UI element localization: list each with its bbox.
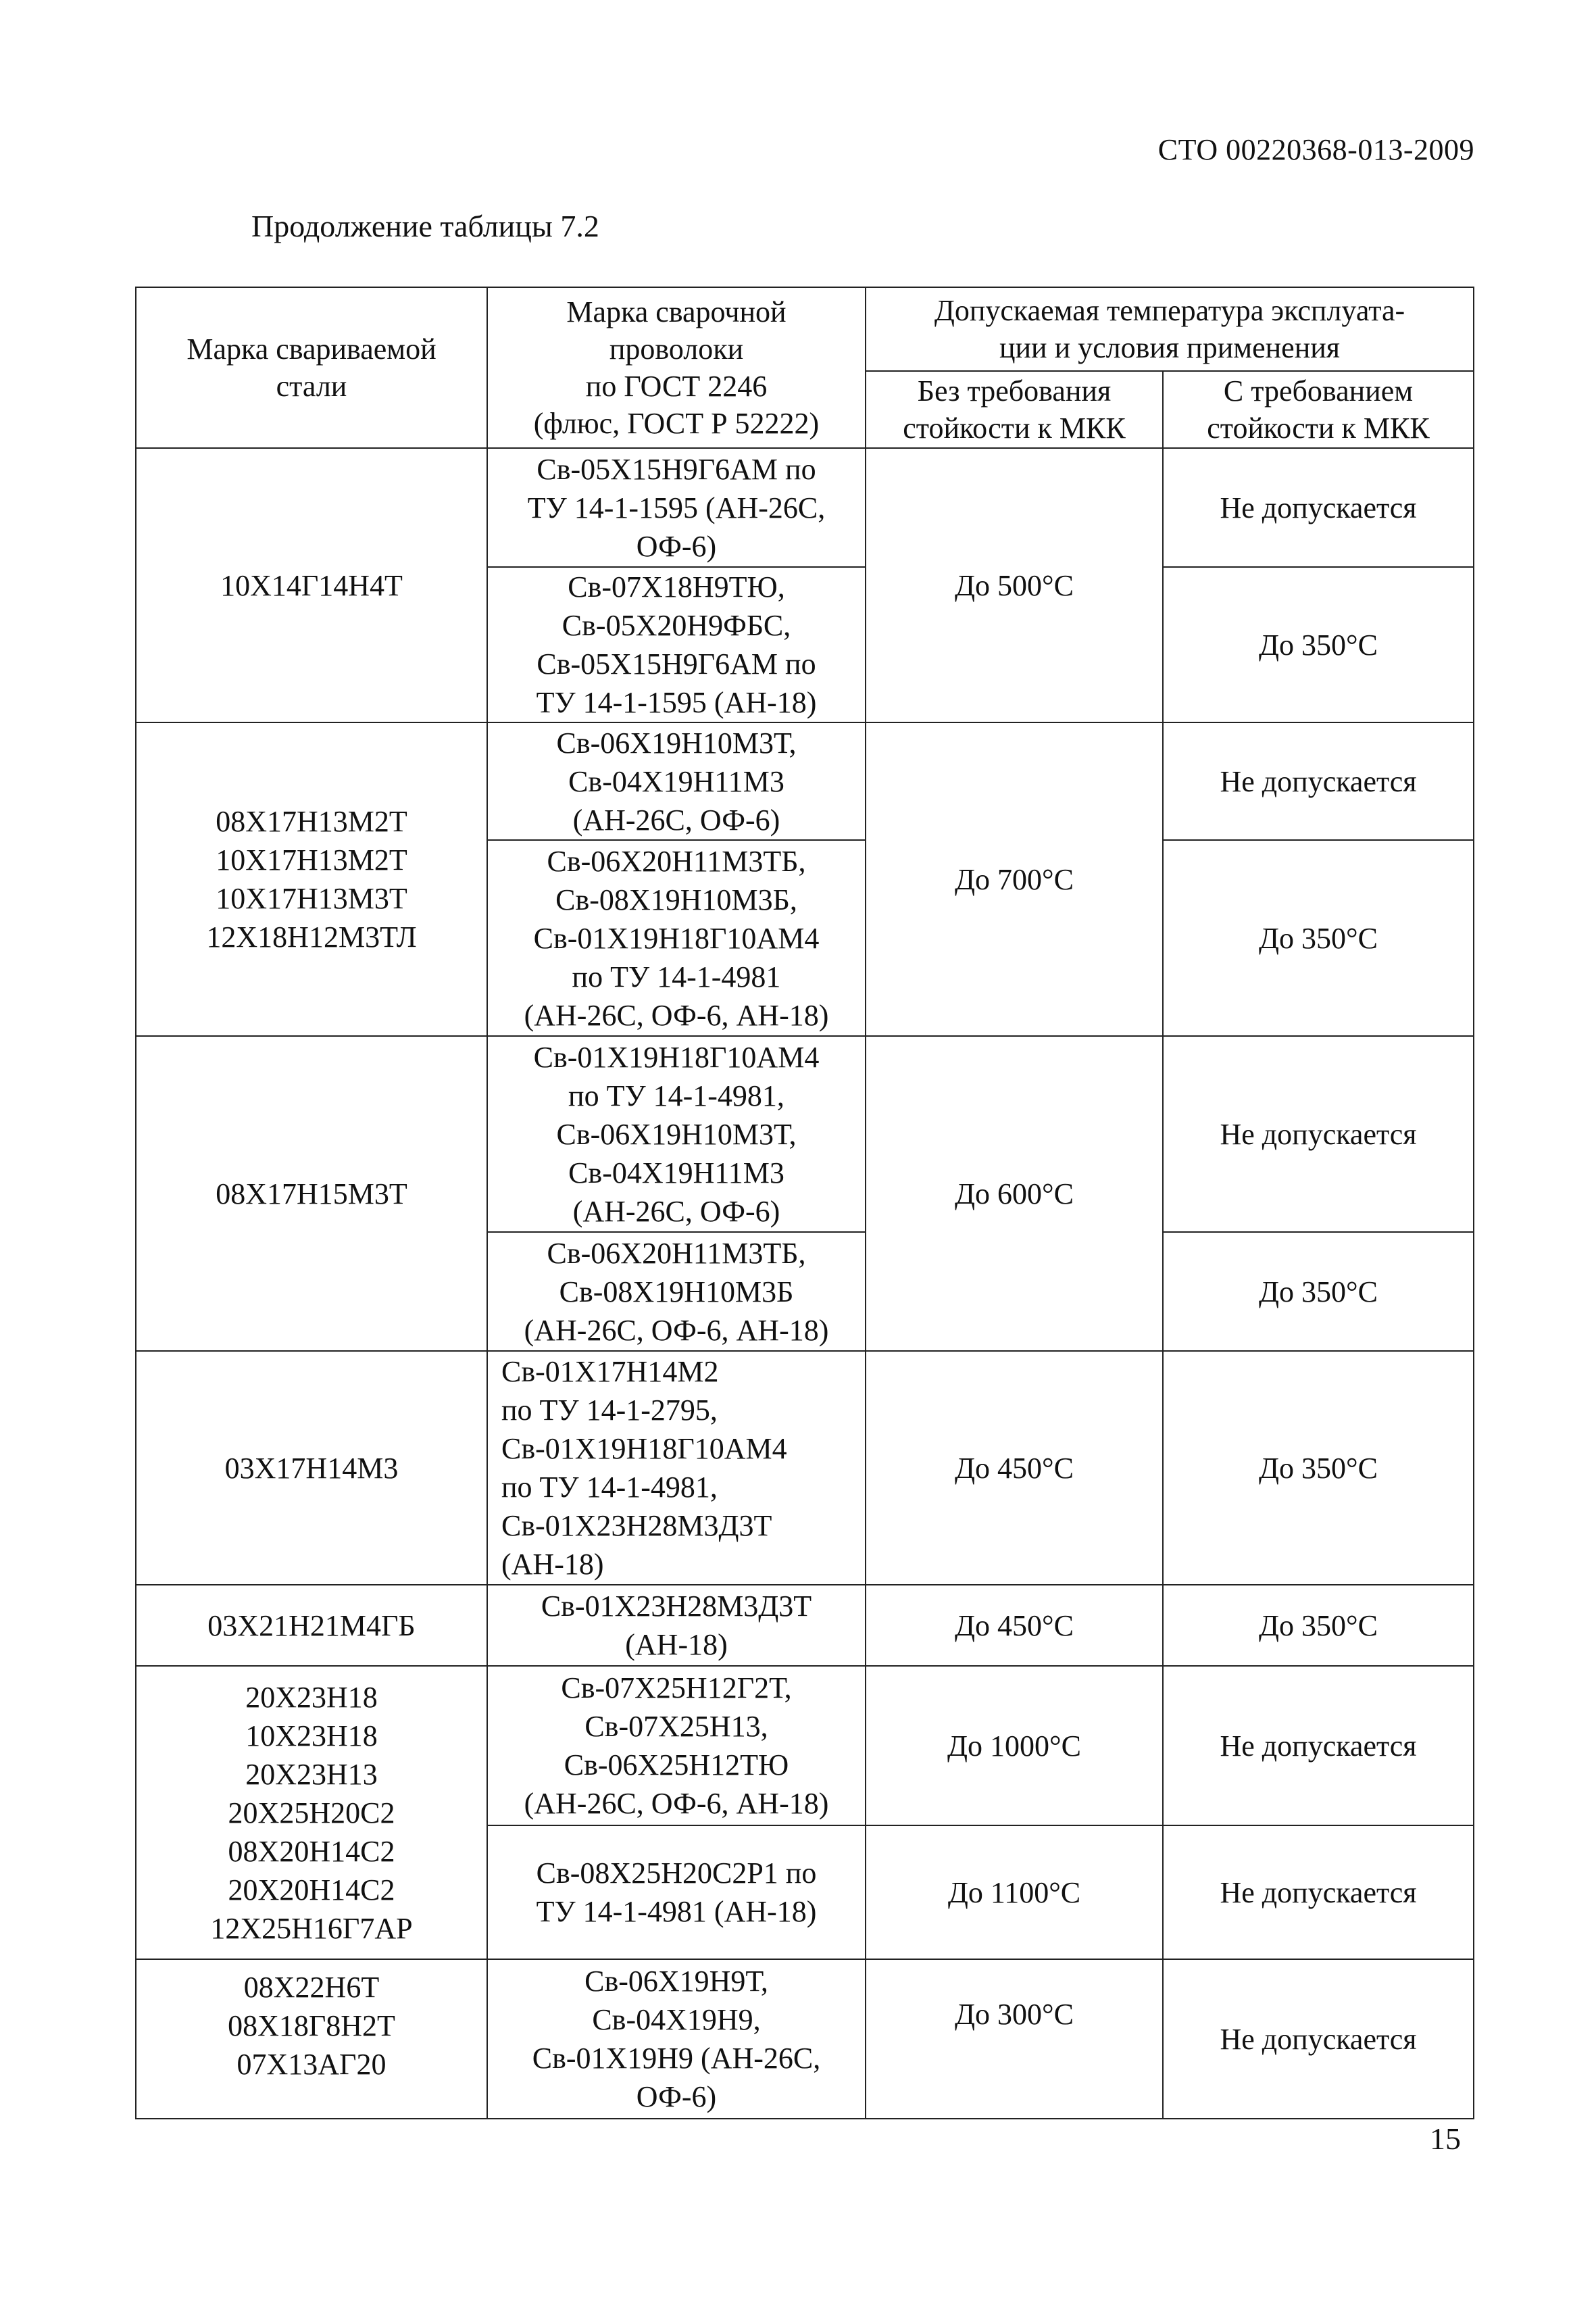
temp-with-mkk-cell: До 350°С	[1163, 1232, 1474, 1351]
wire-grade-cell: Св-07Х25Н12Г2Т, Св-07Х25Н13, Св-06Х25Н12ТЮ (АН-26С, ОФ-6, АН-18)	[487, 1666, 866, 1825]
temp-no-mkk-cell: До 1000°С	[866, 1666, 1163, 1825]
wire-grade-cell: Св-01Х17Н14М2 по ТУ 14-1-2795, Св-01Х19Н18Г10АМ4 по ТУ 14-1-4981, Св-01Х23Н28М3Д3Т (АН-18)	[487, 1351, 866, 1585]
temp-with-mkk-cell: Не допускается	[1163, 1825, 1474, 1959]
steel-grade-cell: 03Х21Н21М4ГБ	[136, 1585, 487, 1666]
steel-grade-cell: 20Х23Н18 10Х23Н18 20Х23Н13 20Х25Н20С2 08Х20Н14С2 20Х20Н14С2 12Х25Н16Г7АР	[136, 1666, 487, 1959]
page-number: 15	[1430, 2121, 1461, 2156]
temp-no-mkk-cell: До 700°С	[866, 722, 1163, 1036]
table-row	[136, 448, 1474, 567]
wire-grade-cell: Св-06Х19Н9Т, Св-04Х19Н9, Св-01Х19Н9 (АН-26С, ОФ-6)	[487, 1959, 866, 2119]
temp-with-mkk-cell: Не допускается	[1163, 448, 1474, 567]
wire-grade-cell: Св-06Х19Н10М3Т, Св-04Х19Н11М3 (АН-26С, ОФ-6)	[487, 722, 866, 840]
temp-no-mkk-cell: До 450°С	[866, 1585, 1163, 1666]
steel-grade-cell: 08Х17Н13М2Т 10Х17Н13М2Т 10Х17Н13М3Т 12Х18Н12М3ТЛ	[136, 722, 487, 1036]
header-steel-grade: Марка свариваемой стали	[136, 287, 487, 448]
wire-grade-cell: Св-06Х20Н11М3ТБ, Св-08Х19Н10М3Б, Св-01Х19Н18Г10АМ4 по ТУ 14-1-4981 (АН-26С, ОФ-6, АН-18)	[487, 840, 866, 1036]
wire-grade-cell: Св-05Х15Н9Г6АМ по ТУ 14-1-1595 (АН-26С, ОФ-6)	[487, 448, 866, 567]
temp-with-mkk-cell: До 350°С	[1163, 1585, 1474, 1666]
header-wire-grade: Марка сварочной проволоки по ГОСТ 2246 (флюс, ГОСТ Р 52222)	[487, 287, 866, 448]
wire-grade-cell: Св-06Х20Н11М3ТБ, Св-08Х19Н10М3Б (АН-26С, ОФ-6, АН-18)	[487, 1232, 866, 1351]
table-row	[136, 1351, 1474, 1585]
temp-no-mkk-cell: До 1100°С	[866, 1825, 1163, 1959]
table-caption: Продолжение таблицы 7.2	[251, 209, 599, 243]
temp-no-mkk-cell: До 300°С	[866, 1959, 1163, 2119]
temp-with-mkk-cell: До 350°С	[1163, 1351, 1474, 1585]
temp-no-mkk-cell: До 450°С	[866, 1351, 1163, 1585]
steel-grade-cell: 08Х22Н6Т 08Х18Г8Н2Т 07Х13АГ20	[136, 1959, 487, 2119]
table-row	[136, 1666, 1474, 1825]
table-row	[136, 1036, 1474, 1232]
header-temperature-group: Допускаемая температура эксплуата- ции и условия применения	[866, 287, 1474, 371]
steel-grade-cell: 03Х17Н14М3	[136, 1351, 487, 1585]
temp-no-mkk-cell: До 600°С	[866, 1036, 1163, 1351]
temp-with-mkk-cell: Не допускается	[1163, 1959, 1474, 2119]
temp-no-mkk-cell: До 500°С	[866, 448, 1163, 722]
table-row	[136, 1585, 1474, 1666]
wire-grade-cell: Св-01Х19Н18Г10АМ4 по ТУ 14-1-4981, Св-06Х19Н10М3Т, Св-04Х19Н11М3 (АН-26С, ОФ-6)	[487, 1036, 866, 1232]
header-with-mkk: С требованием стойкости к МКК	[1163, 371, 1474, 448]
temp-with-mkk-cell: Не допускается	[1163, 722, 1474, 840]
temp-with-mkk-cell: Не допускается	[1163, 1666, 1474, 1825]
steel-grade-cell: 08Х17Н15М3Т	[136, 1036, 487, 1351]
temp-with-mkk-cell: До 350°С	[1163, 567, 1474, 722]
temp-with-mkk-cell: Не допускается	[1163, 1036, 1474, 1232]
temp-with-mkk-cell: До 350°С	[1163, 840, 1474, 1036]
header-no-mkk: Без требования стойкости к МКК	[866, 371, 1163, 448]
wire-grade-cell: Св-01Х23Н28М3Д3Т (АН-18)	[487, 1585, 866, 1666]
table-row	[136, 722, 1474, 840]
table-header-row	[136, 287, 1474, 371]
steel-grade-cell: 10Х14Г14Н4Т	[136, 448, 487, 722]
welding-table	[135, 287, 1474, 2119]
wire-grade-cell: Св-08Х25Н20С2Р1 по ТУ 14-1-4981 (АН-18)	[487, 1825, 866, 1959]
document-code: СТО 00220368-013-2009	[1157, 133, 1474, 166]
wire-grade-cell: Св-07Х18Н9ТЮ, Св-05Х20Н9ФБС, Св-05Х15Н9Г6АМ по ТУ 14-1-1595 (АН-18)	[487, 567, 866, 722]
table-row	[136, 1959, 1474, 2119]
